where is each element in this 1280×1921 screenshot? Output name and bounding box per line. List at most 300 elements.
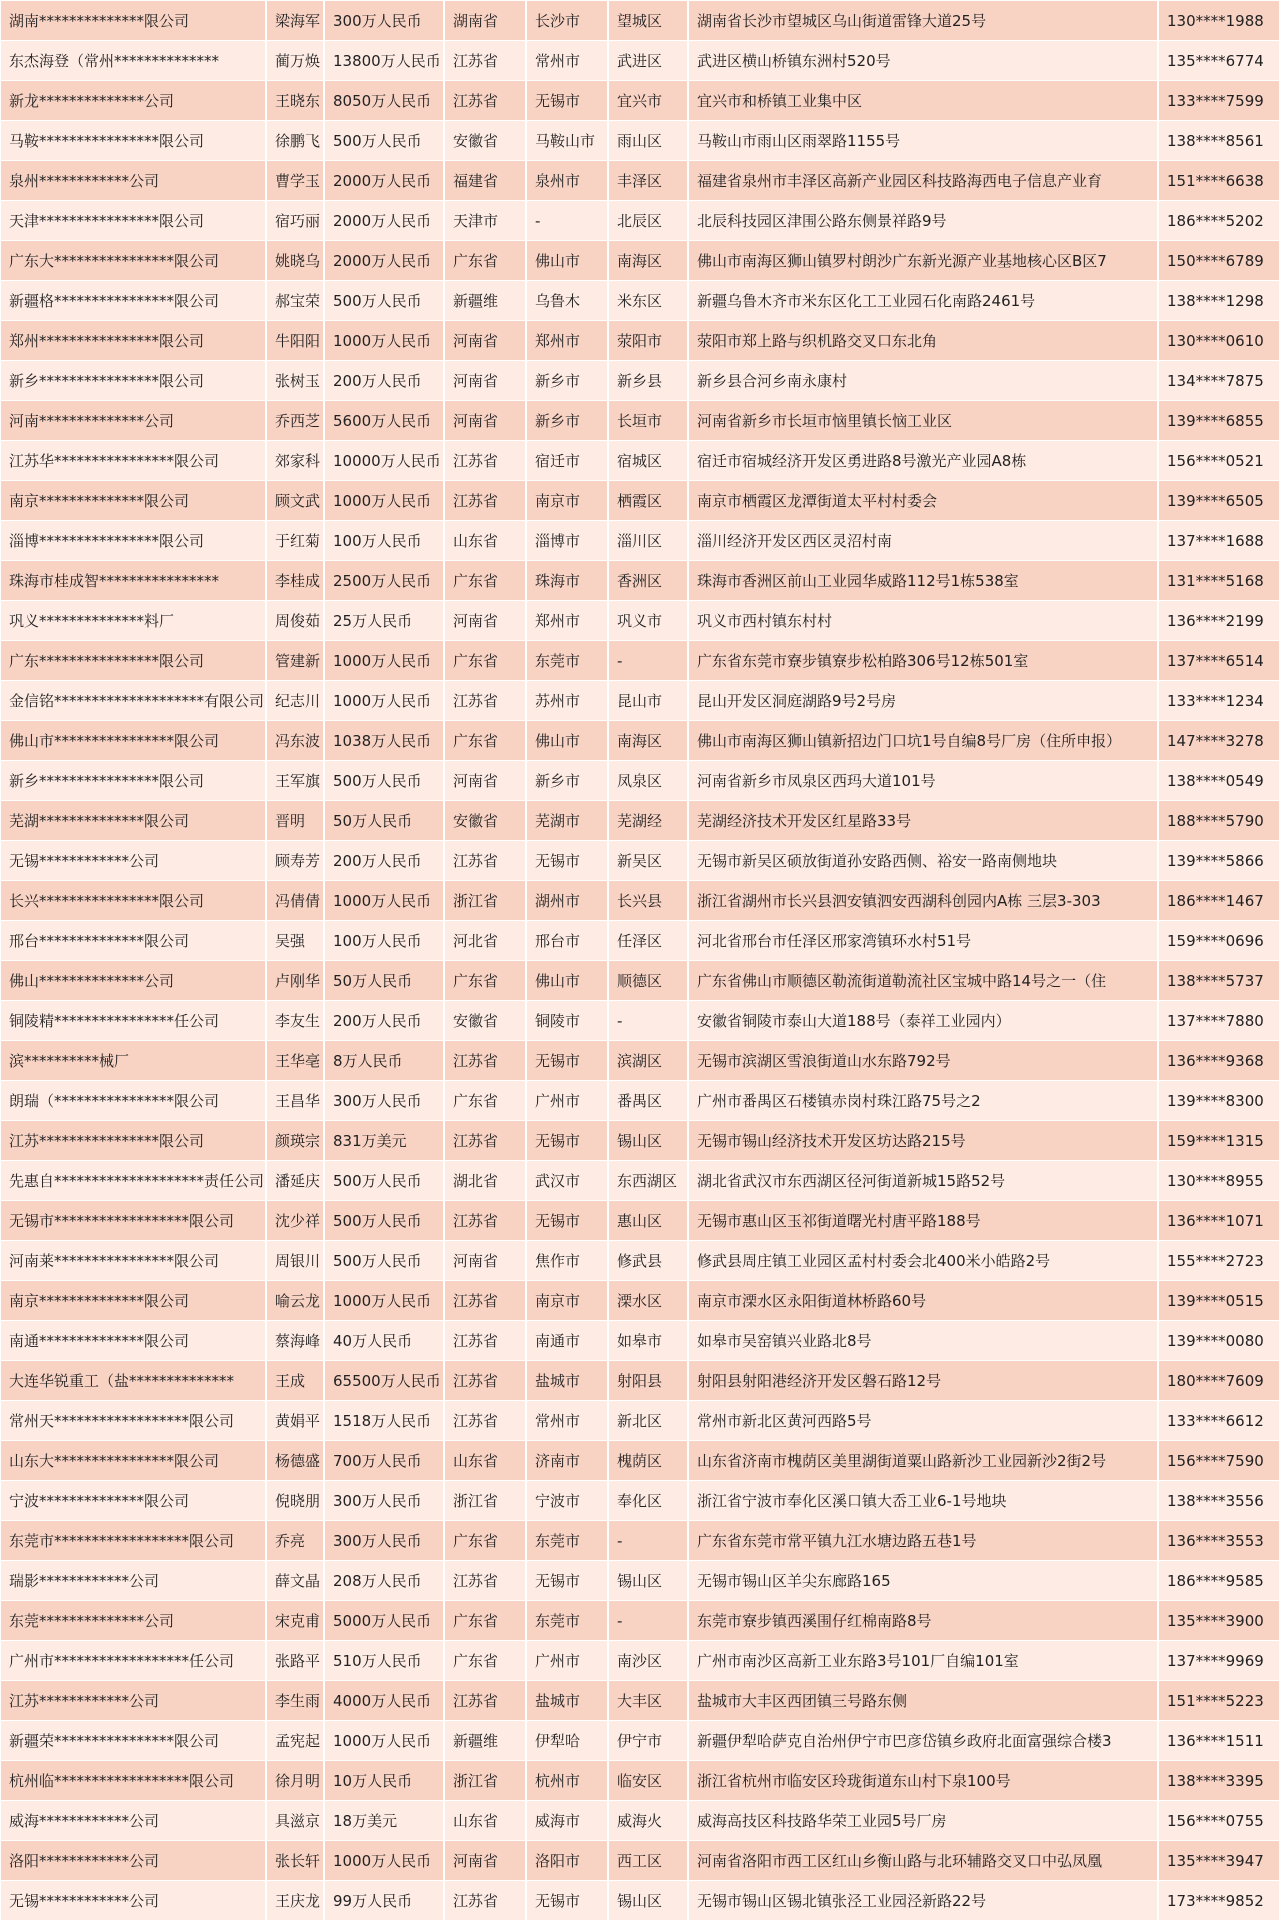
company-name-cell: 大连华锐重工（盐************** <box>1 1361 267 1400</box>
company-name-cell: 南京**************限公司 <box>1 1281 267 1320</box>
phone-cell: 173****9852 <box>1167 1892 1264 1910</box>
province-cell: 山东省 <box>445 1441 527 1480</box>
company-name-cell: 威海************公司 <box>1 1801 267 1840</box>
table-row <box>1 1161 1279 1201</box>
company-name-cell: 东莞市******************限公司 <box>1 1521 267 1560</box>
province-cell: 江苏省 <box>445 1561 527 1600</box>
address-cell: 威海高技区科技路华荣工业园5号厂房 <box>689 1801 1159 1840</box>
city-cell: 无锡市 <box>527 1041 609 1080</box>
contact-name-cell: 王华亳 <box>267 1041 325 1080</box>
table-row <box>1 961 1279 1001</box>
contact-name-cell: 王晓东 <box>267 81 325 120</box>
city-cell: 盐城市 <box>527 1361 609 1400</box>
city-cell: 广州市 <box>527 1081 609 1120</box>
address-cell: 淄川经济开发区西区灵沼村南 <box>689 521 1159 560</box>
district-cell: 长垣市 <box>609 401 689 440</box>
registered-capital-cell: 10000万人民币 <box>325 441 445 480</box>
province-cell: 广东省 <box>445 1641 527 1680</box>
address-cell: 河南省新乡市长垣市恼里镇长恼工业区 <box>689 401 1159 440</box>
province-cell: 新疆维 <box>445 1721 527 1760</box>
registered-capital-cell: 500万人民币 <box>325 1241 445 1280</box>
address-cell: 河南省洛阳市西工区红山乡衡山路与北环辅路交叉口中弘凤凰 <box>689 1841 1159 1880</box>
city-cell: 东莞市 <box>527 1601 609 1640</box>
registered-capital-cell: 2500万人民币 <box>325 561 445 600</box>
phone-cell: 135****3947 <box>1167 1852 1264 1870</box>
table-row <box>1 1521 1279 1561</box>
address-cell: 无锡市锡山区锡北镇张泾工业园泾新路22号 <box>689 1881 1159 1920</box>
phone-cell: 139****6855 <box>1167 412 1264 430</box>
contact-name-cell: 乔亮 <box>267 1521 325 1560</box>
contact-name-cell: 杨德盛 <box>267 1441 325 1480</box>
city-cell: 新乡市 <box>527 761 609 800</box>
province-cell: 河北省 <box>445 921 527 960</box>
company-name-cell: 东莞**************公司 <box>1 1601 267 1640</box>
city-cell: 焦作市 <box>527 1241 609 1280</box>
province-cell: 安徽省 <box>445 1001 527 1040</box>
city-cell: 珠海市 <box>527 561 609 600</box>
company-name-cell: 瑞影************公司 <box>1 1561 267 1600</box>
district-cell: 惠山区 <box>609 1201 689 1240</box>
city-cell: 南京市 <box>527 481 609 520</box>
registered-capital-cell: 1038万人民币 <box>325 721 445 760</box>
phone-cell: 135****6774 <box>1167 52 1264 70</box>
phone-cell: 136****1511 <box>1167 1732 1264 1750</box>
district-cell: 栖霞区 <box>609 481 689 520</box>
table-row <box>1 601 1279 641</box>
address-cell: 南京市栖霞区龙潭街道太平村村委会 <box>689 481 1159 520</box>
district-cell: 伊宁市 <box>609 1721 689 1760</box>
registered-capital-cell: 1000万人民币 <box>325 481 445 520</box>
contact-name-cell: 郝宝荣 <box>267 281 325 320</box>
district-cell: 滨湖区 <box>609 1041 689 1080</box>
phone-cell: 138****1298 <box>1167 292 1264 310</box>
address-cell: 新乡县合河乡南永康村 <box>689 361 1159 400</box>
contact-name-cell: 顾寿芳 <box>267 841 325 880</box>
table-row <box>1 721 1279 761</box>
company-name-cell: 天津****************限公司 <box>1 201 267 240</box>
province-cell: 福建省 <box>445 161 527 200</box>
province-cell: 江苏省 <box>445 1201 527 1240</box>
contact-name-cell: 宋克甫 <box>267 1601 325 1640</box>
phone-cell: 137****1688 <box>1167 532 1264 550</box>
table-row <box>1 161 1279 201</box>
company-name-cell: 新龙**************公司 <box>1 81 267 120</box>
city-cell: 长沙市 <box>527 1 609 40</box>
company-name-cell: 无锡************公司 <box>1 1881 267 1920</box>
contact-name-cell: 乔西芝 <box>267 401 325 440</box>
phone-cell: 138****3556 <box>1167 1492 1264 1510</box>
contact-name-cell: 于红菊 <box>267 521 325 560</box>
company-name-cell: 郑州****************限公司 <box>1 321 267 360</box>
address-cell: 修武县周庄镇工业园区孟村村委会北400米小皓路2号 <box>689 1241 1159 1280</box>
company-name-cell: 河南**************公司 <box>1 401 267 440</box>
phone-cell: 156****7590 <box>1167 1452 1264 1470</box>
address-cell: 无锡市惠山区玉祁街道曙光村唐平路188号 <box>689 1201 1159 1240</box>
company-name-cell: 金信铭********************有限公司 <box>1 681 267 720</box>
registered-capital-cell: 40万人民币 <box>325 1321 445 1360</box>
address-cell: 新疆乌鲁木齐市米东区化工工业园石化南路2461号 <box>689 281 1159 320</box>
company-name-cell: 宁波**************限公司 <box>1 1481 267 1520</box>
city-cell: 伊犁哈 <box>527 1721 609 1760</box>
province-cell: 山东省 <box>445 1801 527 1840</box>
registered-capital-cell: 13800万人民币 <box>325 41 445 80</box>
province-cell: 江苏省 <box>445 441 527 480</box>
registered-capital-cell: 300万人民币 <box>325 1081 445 1120</box>
table-row <box>1 1761 1279 1801</box>
company-name-cell: 江苏****************限公司 <box>1 1121 267 1160</box>
phone-cell: 130****8955 <box>1167 1172 1264 1190</box>
district-cell: 南海区 <box>609 721 689 760</box>
address-cell: 安徽省铜陵市泰山大道188号（泰祥工业园内） <box>689 1001 1159 1040</box>
city-cell: 苏州市 <box>527 681 609 720</box>
district-cell: 新吴区 <box>609 841 689 880</box>
province-cell: 天津市 <box>445 201 527 240</box>
contact-name-cell: 孟宪起 <box>267 1721 325 1760</box>
registered-capital-cell: 500万人民币 <box>325 121 445 160</box>
address-cell: 无锡市滨湖区雪浪街道山水东路792号 <box>689 1041 1159 1080</box>
province-cell: 江苏省 <box>445 1281 527 1320</box>
table-row <box>1 1721 1279 1761</box>
registered-capital-cell: 18万美元 <box>325 1801 445 1840</box>
registered-capital-cell: 10万人民币 <box>325 1761 445 1800</box>
phone-cell: 136****1071 <box>1167 1212 1264 1230</box>
province-cell: 广东省 <box>445 721 527 760</box>
phone-cell: 139****0080 <box>1167 1332 1264 1350</box>
address-cell: 无锡市锡山区羊尖东廊路165 <box>689 1561 1159 1600</box>
district-cell: 南海区 <box>609 241 689 280</box>
contact-name-cell: 沈少祥 <box>267 1201 325 1240</box>
province-cell: 广东省 <box>445 1601 527 1640</box>
company-name-cell: 滨**********械厂 <box>1 1041 267 1080</box>
city-cell: 南京市 <box>527 1281 609 1320</box>
phone-cell: 138****3395 <box>1167 1772 1264 1790</box>
phone-cell: 156****0521 <box>1167 452 1264 470</box>
city-cell: - <box>527 201 609 240</box>
registered-capital-cell: 8万人民币 <box>325 1041 445 1080</box>
company-name-cell: 新疆荣****************限公司 <box>1 1721 267 1760</box>
district-cell: 锡山区 <box>609 1881 689 1920</box>
province-cell: 江苏省 <box>445 841 527 880</box>
phone-cell: 138****0549 <box>1167 772 1264 790</box>
table-row <box>1 641 1279 681</box>
province-cell: 江苏省 <box>445 41 527 80</box>
table-row <box>1 1601 1279 1641</box>
contact-name-cell: 具滋京 <box>267 1801 325 1840</box>
address-cell: 广东省东莞市常平镇九江水塘边路五巷1号 <box>689 1521 1159 1560</box>
contact-name-cell: 蔡海峰 <box>267 1321 325 1360</box>
address-cell: 河北省邢台市任泽区邢家湾镇环水村51号 <box>689 921 1159 960</box>
phone-cell: 138****8561 <box>1167 132 1264 150</box>
city-cell: 威海市 <box>527 1801 609 1840</box>
city-cell: 新乡市 <box>527 361 609 400</box>
table-row <box>1 321 1279 361</box>
city-cell: 常州市 <box>527 1401 609 1440</box>
district-cell: 凤泉区 <box>609 761 689 800</box>
company-name-cell: 佛山市****************限公司 <box>1 721 267 760</box>
district-cell: 射阳县 <box>609 1361 689 1400</box>
contact-name-cell: 黄娟平 <box>267 1401 325 1440</box>
district-cell: 巩义市 <box>609 601 689 640</box>
registered-capital-cell: 1000万人民币 <box>325 1841 445 1880</box>
table-row <box>1 281 1279 321</box>
registered-capital-cell: 208万人民币 <box>325 1561 445 1600</box>
district-cell: 米东区 <box>609 281 689 320</box>
phone-cell: 159****1315 <box>1167 1132 1264 1150</box>
city-cell: 无锡市 <box>527 841 609 880</box>
address-cell: 常州市新北区黄河西路5号 <box>689 1401 1159 1440</box>
phone-cell: 180****7609 <box>1167 1372 1264 1390</box>
contact-name-cell: 王庆龙 <box>267 1881 325 1920</box>
table-row <box>1 81 1279 121</box>
table-row <box>1 921 1279 961</box>
city-cell: 湖州市 <box>527 881 609 920</box>
registered-capital-cell: 200万人民币 <box>325 1001 445 1040</box>
city-cell: 宁波市 <box>527 1481 609 1520</box>
district-cell: 宜兴市 <box>609 81 689 120</box>
phone-cell: 139****5866 <box>1167 852 1264 870</box>
district-cell: 番禺区 <box>609 1081 689 1120</box>
province-cell: 浙江省 <box>445 1481 527 1520</box>
contact-name-cell: 李桂成 <box>267 561 325 600</box>
city-cell: 佛山市 <box>527 721 609 760</box>
company-name-cell: 山东大****************限公司 <box>1 1441 267 1480</box>
district-cell: 新北区 <box>609 1401 689 1440</box>
phone-cell: 137****6514 <box>1167 652 1264 670</box>
registered-capital-cell: 1518万人民币 <box>325 1401 445 1440</box>
district-cell: - <box>609 1521 689 1560</box>
registered-capital-cell: 100万人民币 <box>325 921 445 960</box>
table-row <box>1 401 1279 441</box>
table-row <box>1 881 1279 921</box>
company-name-cell: 淄博****************限公司 <box>1 521 267 560</box>
district-cell: 北辰区 <box>609 201 689 240</box>
district-cell: 任泽区 <box>609 921 689 960</box>
address-cell: 福建省泉州市丰泽区高新产业园区科技路海西电子信息产业育 <box>689 161 1159 200</box>
address-cell: 广东省佛山市顺德区勒流街道勒流社区宝城中路14号之一（住 <box>689 961 1159 1000</box>
city-cell: 郑州市 <box>527 321 609 360</box>
address-cell: 宿迁市宿城经济开发区勇进路8号激光产业园A8栋 <box>689 441 1159 480</box>
province-cell: 广东省 <box>445 641 527 680</box>
city-cell: 洛阳市 <box>527 1841 609 1880</box>
contact-name-cell: 王成 <box>267 1361 325 1400</box>
company-name-cell: 湖南**************限公司 <box>1 1 267 40</box>
contact-name-cell: 卢刚华 <box>267 961 325 1000</box>
province-cell: 河南省 <box>445 401 527 440</box>
registered-capital-cell: 831万美元 <box>325 1121 445 1160</box>
phone-cell: 186****5202 <box>1167 212 1264 230</box>
address-cell: 荥阳市郑上路与织机路交叉口东北角 <box>689 321 1159 360</box>
company-name-cell: 常州天******************限公司 <box>1 1401 267 1440</box>
company-name-cell: 先惠自********************责任公司 <box>1 1161 267 1200</box>
registered-capital-cell: 1000万人民币 <box>325 681 445 720</box>
district-cell: 大丰区 <box>609 1681 689 1720</box>
province-cell: 江苏省 <box>445 681 527 720</box>
table-row <box>1 681 1279 721</box>
district-cell: 溧水区 <box>609 1281 689 1320</box>
table-row <box>1 41 1279 81</box>
district-cell: 顺德区 <box>609 961 689 1000</box>
district-cell: 荥阳市 <box>609 321 689 360</box>
city-cell: 宿迁市 <box>527 441 609 480</box>
address-cell: 无锡市新吴区硕放街道孙安路西侧、裕安一路南侧地块 <box>689 841 1159 880</box>
district-cell: 新乡县 <box>609 361 689 400</box>
district-cell: - <box>609 641 689 680</box>
address-cell: 珠海市香洲区前山工业园华威路112号1栋538室 <box>689 561 1159 600</box>
city-cell: 杭州市 <box>527 1761 609 1800</box>
city-cell: 无锡市 <box>527 1881 609 1920</box>
district-cell: 威海火 <box>609 1801 689 1840</box>
address-cell: 广州市番禺区石楼镇赤岗村珠江路75号之2 <box>689 1081 1159 1120</box>
table-row <box>1 1881 1279 1921</box>
company-name-cell: 珠海市桂成智**************** <box>1 561 267 600</box>
province-cell: 安徽省 <box>445 801 527 840</box>
city-cell: 东莞市 <box>527 641 609 680</box>
contact-name-cell: 张长轩 <box>267 1841 325 1880</box>
table-row <box>1 1241 1279 1281</box>
city-cell: 芜湖市 <box>527 801 609 840</box>
city-cell: 乌鲁木 <box>527 281 609 320</box>
city-cell: 佛山市 <box>527 241 609 280</box>
phone-cell: 135****3900 <box>1167 1612 1264 1630</box>
phone-cell: 188****5790 <box>1167 812 1264 830</box>
address-cell: 广州市南沙区高新工业东路3号101厂自编101室 <box>689 1641 1159 1680</box>
registered-capital-cell: 1000万人民币 <box>325 321 445 360</box>
company-name-cell: 广州市******************任公司 <box>1 1641 267 1680</box>
registered-capital-cell: 1000万人民币 <box>325 1281 445 1320</box>
contact-name-cell: 潘延庆 <box>267 1161 325 1200</box>
contact-name-cell: 周俊茹 <box>267 601 325 640</box>
table-row <box>1 241 1279 281</box>
address-cell: 宜兴市和桥镇工业集中区 <box>689 81 1159 120</box>
contact-name-cell: 梁海军 <box>267 1 325 40</box>
address-cell: 无锡市锡山经济技术开发区坊达路215号 <box>689 1121 1159 1160</box>
company-name-cell: 邢台**************限公司 <box>1 921 267 960</box>
district-cell: 槐荫区 <box>609 1441 689 1480</box>
contact-name-cell: 王昌华 <box>267 1081 325 1120</box>
table-row <box>1 1401 1279 1441</box>
district-cell: 丰泽区 <box>609 161 689 200</box>
phone-cell: 136****9368 <box>1167 1052 1264 1070</box>
registered-capital-cell: 500万人民币 <box>325 761 445 800</box>
address-cell: 浙江省湖州市长兴县泗安镇泗安西湖科创园内A栋 三层3-303 <box>689 881 1159 920</box>
contact-name-cell: 冯东波 <box>267 721 325 760</box>
table-row <box>1 1001 1279 1041</box>
registered-capital-cell: 65500万人民币 <box>325 1361 445 1400</box>
contact-name-cell: 周银川 <box>267 1241 325 1280</box>
phone-cell: 147****3278 <box>1167 732 1264 750</box>
district-cell: 雨山区 <box>609 121 689 160</box>
city-cell: 郑州市 <box>527 601 609 640</box>
registered-capital-cell: 50万人民币 <box>325 801 445 840</box>
registered-capital-cell: 700万人民币 <box>325 1441 445 1480</box>
company-name-cell: 芜湖**************限公司 <box>1 801 267 840</box>
province-cell: 江苏省 <box>445 481 527 520</box>
address-cell: 河南省新乡市凤泉区西玛大道101号 <box>689 761 1159 800</box>
district-cell: 锡山区 <box>609 1561 689 1600</box>
address-cell: 如皋市吴窑镇兴业路北8号 <box>689 1321 1159 1360</box>
city-cell: 常州市 <box>527 41 609 80</box>
phone-cell: 186****1467 <box>1167 892 1264 910</box>
registered-capital-cell: 5000万人民币 <box>325 1601 445 1640</box>
company-name-cell: 广东****************限公司 <box>1 641 267 680</box>
province-cell: 河南省 <box>445 601 527 640</box>
address-cell: 东莞市寮步镇西溪围仔红棉南路8号 <box>689 1601 1159 1640</box>
phone-cell: 131****5168 <box>1167 572 1264 590</box>
phone-cell: 138****5737 <box>1167 972 1264 990</box>
company-name-cell: 新疆格****************限公司 <box>1 281 267 320</box>
contact-name-cell: 牛阳阳 <box>267 321 325 360</box>
province-cell: 浙江省 <box>445 881 527 920</box>
contact-name-cell: 曹学玉 <box>267 161 325 200</box>
phone-cell: 151****5223 <box>1167 1692 1264 1710</box>
table-row <box>1 1801 1279 1841</box>
address-cell: 佛山市南海区狮山镇罗村朗沙广东新光源产业基地核心区B区7 <box>689 241 1159 280</box>
contact-name-cell: 纪志川 <box>267 681 325 720</box>
district-cell: 武进区 <box>609 41 689 80</box>
registered-capital-cell: 99万人民币 <box>325 1881 445 1920</box>
phone-cell: 151****6638 <box>1167 172 1264 190</box>
company-name-cell: 无锡************公司 <box>1 841 267 880</box>
address-cell: 湖南省长沙市望城区乌山街道雷锋大道25号 <box>689 1 1159 40</box>
address-cell: 北辰科技园区津围公路东侧景祥路9号 <box>689 201 1159 240</box>
district-cell: 宿城区 <box>609 441 689 480</box>
table-row <box>1 201 1279 241</box>
district-cell: 西工区 <box>609 1841 689 1880</box>
address-cell: 南京市溧水区永阳街道林桥路60号 <box>689 1281 1159 1320</box>
district-cell: 望城区 <box>609 1 689 40</box>
registered-capital-cell: 1000万人民币 <box>325 881 445 920</box>
table-row <box>1 121 1279 161</box>
phone-cell: 139****6505 <box>1167 492 1264 510</box>
province-cell: 江苏省 <box>445 1321 527 1360</box>
phone-cell: 155****2723 <box>1167 1252 1264 1270</box>
address-cell: 广东省东莞市寮步镇寮步松柏路306号12栋501室 <box>689 641 1159 680</box>
table-row <box>1 1641 1279 1681</box>
phone-cell: 133****7599 <box>1167 92 1264 110</box>
city-cell: 淄博市 <box>527 521 609 560</box>
phone-cell: 137****7880 <box>1167 1012 1264 1030</box>
contact-name-cell: 郊家科 <box>267 441 325 480</box>
phone-cell: 136****2199 <box>1167 612 1264 630</box>
company-name-cell: 新乡****************限公司 <box>1 361 267 400</box>
registered-capital-cell: 200万人民币 <box>325 841 445 880</box>
phone-cell: 133****6612 <box>1167 1412 1264 1430</box>
phone-cell: 150****6789 <box>1167 252 1264 270</box>
address-cell: 盐城市大丰区西团镇三号路东侧 <box>689 1681 1159 1720</box>
table-row <box>1 1441 1279 1481</box>
registered-capital-cell: 4000万人民币 <box>325 1681 445 1720</box>
city-cell: 无锡市 <box>527 81 609 120</box>
table-row <box>1 1481 1279 1521</box>
phone-cell: 130****0610 <box>1167 332 1264 350</box>
company-name-cell: 洛阳************公司 <box>1 1841 267 1880</box>
district-cell: - <box>609 1001 689 1040</box>
contact-name-cell: 冯倩倩 <box>267 881 325 920</box>
district-cell: 临安区 <box>609 1761 689 1800</box>
city-cell: 佛山市 <box>527 961 609 1000</box>
address-cell: 新疆伊犁哈萨克自治州伊宁市巴彦岱镇乡政府北面富强综合楼3 <box>689 1721 1159 1760</box>
phone-cell: 139****0515 <box>1167 1292 1264 1310</box>
registered-capital-cell: 2000万人民币 <box>325 241 445 280</box>
city-cell: 无锡市 <box>527 1561 609 1600</box>
table-row <box>1 561 1279 601</box>
district-cell: 东西湖区 <box>609 1161 689 1200</box>
registered-capital-cell: 5600万人民币 <box>325 401 445 440</box>
table-row <box>1 1681 1279 1721</box>
table-row <box>1 1281 1279 1321</box>
province-cell: 安徽省 <box>445 121 527 160</box>
company-name-cell: 无锡市******************限公司 <box>1 1201 267 1240</box>
